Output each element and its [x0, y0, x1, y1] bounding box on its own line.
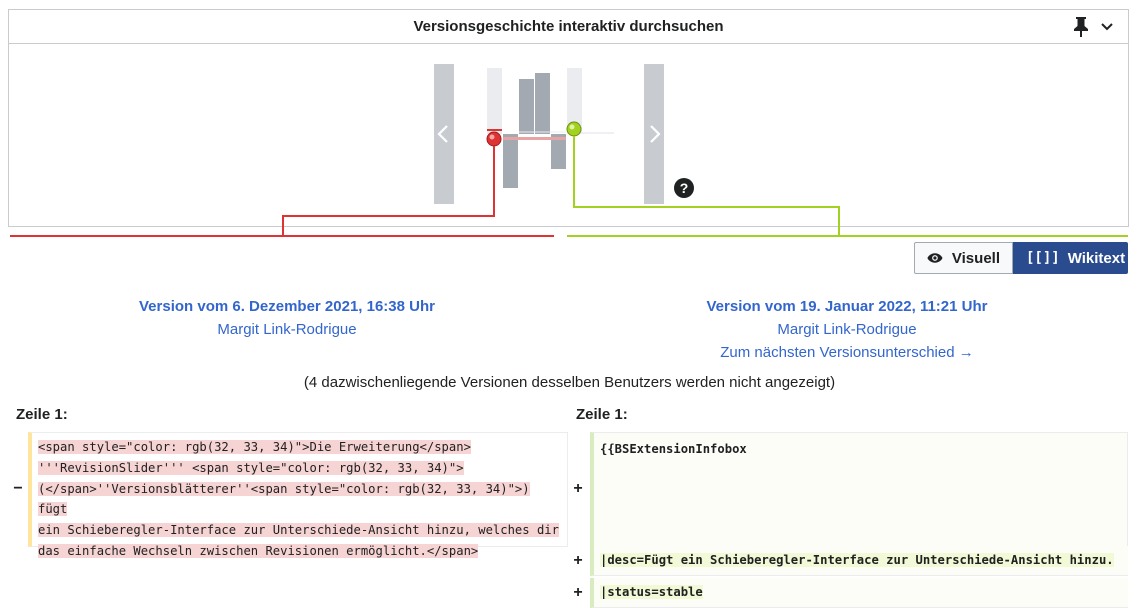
added-line-marker: + [573, 552, 583, 569]
newer-revision-header [567, 295, 1127, 364]
panel-title: Versionsgeschichte interaktiv durchsuchen [413, 18, 724, 35]
slider-forward-button[interactable] [644, 64, 664, 204]
added-line: {{BSExtensionInfobox [600, 442, 747, 456]
revision-bar[interactable] [503, 134, 518, 188]
pointer-highlight [490, 135, 495, 140]
added-line-marker: + [573, 480, 583, 497]
wikitext-icon: [[]] [1026, 250, 1060, 266]
right-line-header: Zeile 1: [576, 406, 628, 423]
newer-revision-title-link[interactable]: Version vom 19. Januar 2022, 11:21 Uhr [706, 298, 988, 315]
newer-revision-author-link[interactable]: Margit Link-Rodrigue [777, 321, 917, 338]
deleted-line: ein Schieberegler-Interface zur Unterschiede-Ansicht hinzu, welches dir [38, 523, 559, 538]
wikitext-diff-label: Wikitext [1067, 249, 1126, 267]
visual-diff-button[interactable] [914, 242, 1013, 274]
help-icon[interactable] [674, 178, 694, 198]
older-revision-pointer[interactable] [487, 132, 501, 146]
visual-diff-label: Visuell [951, 249, 1000, 267]
wikitext-diff-button[interactable] [1013, 242, 1128, 274]
added-line: |desc=Fügt ein Schieberegler-Interface zur Unterschiede-Ansicht hinzu. [600, 553, 1114, 567]
left-line-header: Zeile 1: [16, 406, 68, 423]
revision-bar[interactable] [519, 79, 534, 134]
slider-forward-bar[interactable] [644, 64, 664, 204]
revision-bar[interactable] [487, 68, 502, 134]
deleted-line: '''RevisionSlider''' <span style="color: rgb(32, 33, 34)"> [38, 460, 464, 475]
deleted-line-marker: − [13, 480, 23, 497]
added-line-cell [590, 546, 1128, 576]
deleted-line-cell [28, 432, 568, 558]
deleted-line: (</span>''Versionsblätterer''<span style="color: rgb(32, 33, 34)">) fügt [38, 481, 530, 517]
older-revision-marker [487, 129, 502, 131]
diff-view-toggle [914, 242, 1128, 274]
pointer-highlight [570, 125, 575, 130]
older-revision-title-link[interactable]: Version vom 6. Dezember 2021, 16:38 Uhr [139, 298, 435, 315]
revision-slider-graph [0, 0, 1139, 240]
selected-range-bar [503, 137, 566, 140]
help-symbol: ? [679, 180, 689, 196]
revision-bar[interactable] [535, 73, 550, 134]
eye-icon [927, 251, 943, 265]
older-revision-header [8, 295, 566, 341]
deleted-line: <span style="color: rgb(32, 33, 34)">Die Erweiterung</span> [38, 440, 471, 454]
newer-revision-pointer[interactable] [567, 122, 581, 136]
slider-back-bar[interactable] [434, 64, 454, 204]
added-line-cell [590, 432, 1128, 547]
added-line: |status=stable [600, 585, 703, 599]
next-diff-link[interactable]: Zum nächsten Versionsunterschied → [720, 344, 974, 361]
slider-back-button[interactable] [434, 64, 454, 204]
added-line-marker: + [573, 584, 583, 601]
older-revision-author-link[interactable]: Margit Link-Rodrigue [217, 321, 357, 338]
deleted-line: das einfache Wechseln zwischen Revisionen ermöglicht.</span> [38, 543, 479, 558]
added-line-cell [590, 578, 1128, 608]
intermediate-revisions-note: (4 dazwischenliegende Versionen desselben Benutzers werden nicht angezeigt) [303, 374, 836, 391]
